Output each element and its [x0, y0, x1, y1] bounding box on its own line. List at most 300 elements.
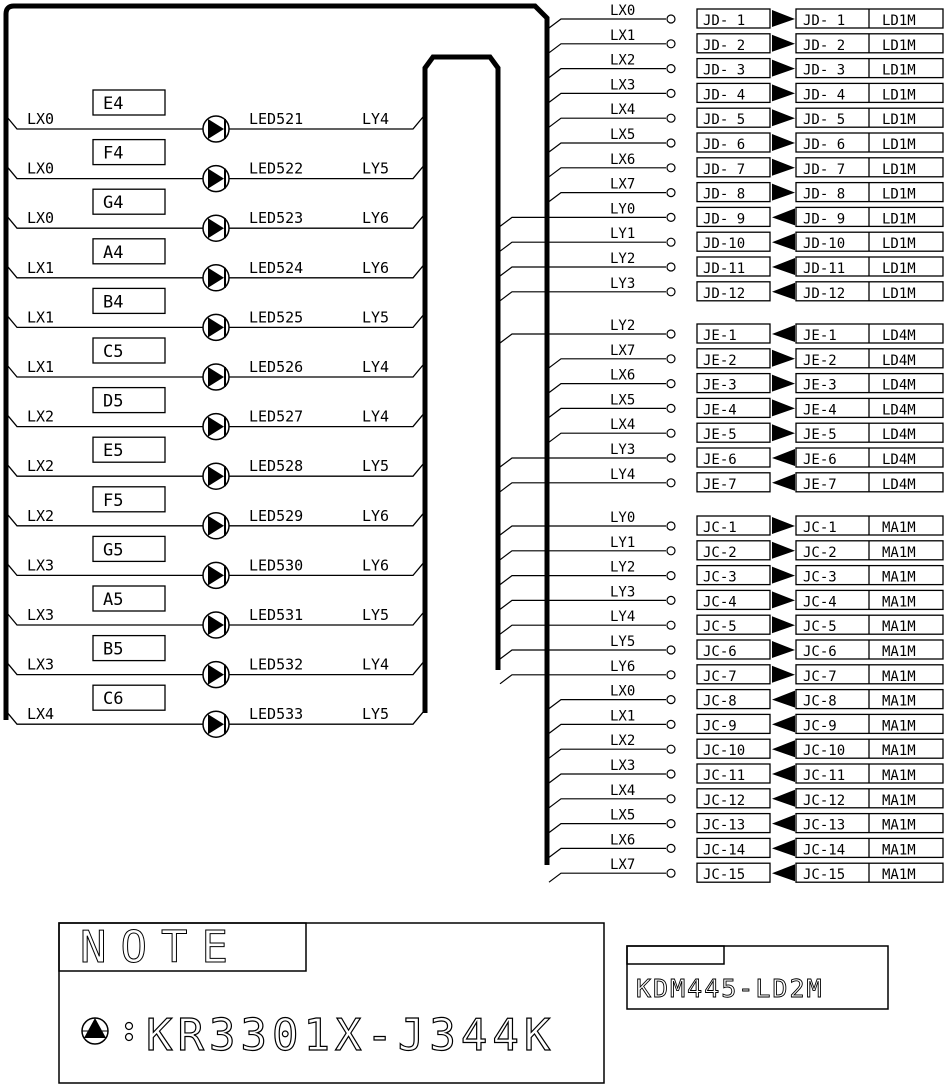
- connector-pin-row: [500, 226, 943, 252]
- row-output-label: LY5: [362, 159, 390, 178]
- signal-label: LX6: [610, 151, 636, 168]
- mate-pin-label: JC-12: [803, 792, 846, 809]
- part-label: MA1M: [882, 668, 916, 685]
- led-designator: LED533: [249, 705, 304, 724]
- arrow-left-icon: [772, 449, 795, 466]
- drawing-number: KDM445-LD2M: [636, 974, 824, 1003]
- connector-pin-row: [549, 177, 943, 203]
- mate-pin-label: JD-10: [803, 236, 846, 253]
- part-label: LD4M: [882, 427, 916, 444]
- part-label: LD1M: [882, 236, 916, 253]
- title-block: [627, 946, 888, 1009]
- pin-label: JD- 1: [703, 13, 746, 29]
- signal-label: LY2: [610, 318, 636, 334]
- mate-pin-label: JC-1: [803, 520, 837, 536]
- part-label: LD1M: [882, 62, 916, 79]
- connector-wire: [549, 848, 666, 857]
- terminal-icon: [667, 547, 675, 555]
- pin-label: JC-10: [703, 743, 746, 760]
- part-label: MA1M: [882, 743, 916, 760]
- signal-label: LX3: [610, 77, 636, 94]
- connector-wire: [500, 267, 666, 276]
- title-block-tab: [627, 946, 724, 964]
- mate-pin-label: JD-11: [803, 261, 846, 277]
- arrow-left-icon: [772, 765, 795, 782]
- row-input-label: LX0: [27, 110, 55, 128]
- signal-label: LX2: [610, 733, 636, 750]
- arrow-left-icon: [772, 283, 795, 300]
- arrow-right-icon: [772, 184, 795, 201]
- pin-label: JD- 8: [703, 186, 746, 203]
- part-label: LD4M: [882, 452, 916, 468]
- part-label: MA1M: [882, 693, 916, 710]
- arrow-right-icon: [772, 60, 795, 77]
- terminal-icon: [667, 522, 675, 530]
- led-row: [7, 388, 423, 440]
- note-name: A5: [103, 590, 124, 610]
- signal-label: LX4: [610, 417, 636, 434]
- signal-label: LX6: [610, 832, 636, 849]
- note-name: B4: [103, 292, 124, 313]
- mate-pin-label: JD-12: [803, 285, 846, 302]
- led-row: [7, 636, 423, 688]
- signal-label: LX0: [610, 683, 636, 700]
- led-designator: LED525: [249, 308, 304, 327]
- signal-label: LX4: [610, 782, 636, 799]
- pin-label: JC-11: [703, 768, 746, 784]
- part-label: LD4M: [882, 352, 916, 369]
- part-label: LD1M: [882, 137, 916, 153]
- terminal-icon: [667, 263, 675, 271]
- row-input-label: LX2: [27, 457, 55, 476]
- connector-wire: [549, 168, 666, 177]
- connector-wire: [549, 143, 666, 152]
- led-designator: LED523: [249, 209, 304, 228]
- row-output-label: LY6: [362, 209, 390, 228]
- part-label: MA1M: [882, 569, 916, 586]
- pin-label: JC-6: [703, 644, 737, 660]
- row-input-label: LX3: [27, 556, 55, 575]
- connector-pin-row: [549, 53, 943, 79]
- connector-wire: [500, 576, 666, 585]
- connector-wire: [549, 824, 666, 833]
- pin-label: JC-8: [703, 693, 737, 710]
- terminal-icon: [667, 479, 675, 487]
- signal-label: LY6: [610, 658, 636, 675]
- arrow-right-icon: [772, 641, 795, 658]
- signal-label: LX4: [610, 102, 636, 119]
- connector-pin-row: [500, 318, 943, 344]
- row-input-label: LX1: [27, 308, 55, 327]
- part-label: MA1M: [882, 792, 916, 809]
- led-designator: LED528: [249, 457, 304, 476]
- signal-label: LY0: [610, 201, 636, 218]
- terminal-icon: [667, 213, 675, 221]
- row-output-label: LY5: [362, 606, 390, 624]
- signal-label: LY1: [610, 226, 636, 243]
- row-input-label: LX1: [27, 358, 55, 376]
- row-input-label: LX2: [27, 407, 55, 426]
- led-row: [7, 239, 423, 291]
- led-designator: LED530: [249, 556, 304, 575]
- connector-blocks: [500, 3, 943, 883]
- led-icon: [208, 665, 224, 685]
- terminal-icon: [667, 40, 675, 48]
- pin-label: JD- 6: [703, 137, 746, 153]
- note-part-number: KR3301X-J344K: [146, 1010, 556, 1061]
- connector-wire: [500, 458, 666, 467]
- signal-label: LX0: [610, 3, 636, 19]
- connector-pin-row: [500, 276, 943, 302]
- terminal-icon: [667, 380, 675, 388]
- led-row: [7, 189, 423, 241]
- mate-pin-label: JE-2: [803, 352, 837, 369]
- terminal-icon: [667, 114, 675, 122]
- arrow-left-icon: [772, 258, 795, 275]
- mate-pin-label: JC-15: [803, 867, 846, 884]
- connector-wire: [549, 19, 666, 28]
- pin-label: JC-15: [703, 867, 746, 884]
- part-label: MA1M: [882, 619, 916, 636]
- connector-wire: [500, 217, 666, 226]
- terminal-icon: [667, 89, 675, 97]
- signal-label: LY2: [610, 559, 636, 576]
- row-input-label: LX4: [27, 705, 55, 724]
- connector-wire: [500, 526, 666, 535]
- note-title: NOTE: [80, 922, 242, 973]
- connector-wire: [549, 44, 666, 53]
- terminal-icon: [667, 596, 675, 604]
- connector-pin-row: [549, 28, 943, 54]
- terminal-icon: [667, 65, 675, 73]
- mate-pin-label: JE-4: [803, 402, 837, 419]
- mate-pin-label: JD- 5: [803, 112, 846, 129]
- terminal-icon: [667, 15, 675, 23]
- connector-pin-row: [549, 832, 943, 858]
- part-label: LD1M: [882, 87, 916, 104]
- arrow-left-icon: [772, 864, 795, 881]
- led-row: [7, 288, 423, 340]
- pin-label: JE-6: [703, 452, 737, 468]
- connector-wire: [549, 408, 666, 417]
- connector-wire: [549, 700, 666, 709]
- arrow-right-icon: [772, 517, 795, 534]
- pin-label: JD- 5: [703, 112, 746, 129]
- signal-label: LX7: [610, 342, 636, 359]
- row-output-label: LY5: [362, 308, 390, 327]
- arrow-right-icon: [772, 424, 795, 441]
- mate-pin-label: JC-4: [803, 594, 837, 611]
- part-label: MA1M: [882, 644, 916, 660]
- pin-label: JC-4: [703, 594, 737, 611]
- connector-pin-row: [500, 467, 943, 493]
- part-label: LD1M: [882, 112, 916, 129]
- connector-pin-row: [549, 857, 943, 883]
- arrow-left-icon: [772, 208, 795, 225]
- terminal-icon: [667, 429, 675, 437]
- terminal-icon: [667, 164, 675, 172]
- arrow-left-icon: [772, 839, 795, 856]
- terminal-icon: [667, 621, 675, 629]
- note-name: F5: [103, 490, 124, 511]
- connector-wire: [500, 600, 666, 609]
- arrow-right-icon: [772, 616, 795, 633]
- mate-pin-label: JC-5: [803, 619, 837, 636]
- pin-label: JC-5: [703, 619, 737, 636]
- terminal-icon: [667, 238, 675, 246]
- connector-wire: [549, 69, 666, 78]
- connector-wire: [549, 799, 666, 808]
- row-output-label: LY6: [362, 506, 390, 525]
- connector-wire: [500, 483, 666, 492]
- connector-pin-row: [549, 758, 943, 784]
- part-label: MA1M: [882, 768, 916, 784]
- connector-wire: [549, 724, 666, 733]
- note-name: E4: [103, 94, 124, 114]
- pin-label: JC-12: [703, 792, 746, 809]
- row-input-label: LX2: [27, 506, 55, 525]
- row-input-label: LX3: [27, 655, 55, 674]
- terminal-icon: [667, 795, 675, 803]
- dual-dot-icon: [126, 1023, 133, 1041]
- connector-pin-row: [500, 251, 943, 277]
- part-label: MA1M: [882, 544, 916, 561]
- part-label: LD1M: [882, 37, 916, 54]
- mate-pin-label: JC-11: [803, 768, 846, 784]
- led-icon: [208, 317, 224, 337]
- arrow-left-icon: [772, 715, 795, 732]
- terminal-icon: [667, 330, 675, 338]
- pin-label: JD- 3: [703, 62, 746, 79]
- pin-label: JE-5: [703, 427, 737, 444]
- connector-pin-row: [549, 392, 943, 418]
- connector-pin-row: [500, 634, 943, 660]
- terminal-icon: [667, 671, 675, 679]
- row-input-label: LX3: [27, 606, 55, 624]
- part-label: MA1M: [882, 867, 916, 884]
- mate-pin-label: JC-10: [803, 743, 846, 760]
- pin-label: JC-3: [703, 569, 737, 586]
- mate-pin-label: JD- 8: [803, 186, 846, 203]
- signal-label: LY3: [610, 275, 636, 292]
- connector-wire: [549, 118, 666, 127]
- signal-label: LY3: [610, 584, 636, 601]
- arrow-right-icon: [772, 35, 795, 52]
- pin-label: JD- 4: [703, 87, 746, 104]
- signal-label: LY4: [610, 609, 636, 626]
- led-designator: LED529: [249, 506, 304, 525]
- signal-label: LX5: [610, 127, 636, 143]
- note-name: C5: [103, 342, 124, 362]
- row-input-label: LX1: [27, 258, 55, 277]
- row-output-label: LY4: [362, 110, 390, 128]
- part-label: LD4M: [882, 402, 916, 419]
- row-output-label: LY6: [362, 556, 390, 575]
- connector-pin-row: [500, 659, 943, 685]
- connector-wire: [500, 650, 666, 659]
- signal-label: LX6: [610, 367, 636, 384]
- connector-pin-row: [549, 152, 943, 178]
- connector-wire: [549, 93, 666, 102]
- arrow-right-icon: [772, 567, 795, 584]
- arrow-left-icon: [772, 474, 795, 491]
- mate-pin-label: JD- 6: [803, 137, 846, 153]
- mate-pin-label: JD- 1: [803, 13, 846, 29]
- part-label: LD1M: [882, 161, 916, 178]
- pin-label: JD- 2: [703, 37, 746, 54]
- signal-label: LY3: [610, 442, 636, 458]
- terminal-icon: [667, 745, 675, 753]
- connector-pin-row: [549, 684, 943, 710]
- row-output-label: LY5: [362, 705, 390, 724]
- part-label: LD1M: [882, 211, 916, 228]
- polarity-triangle-icon: [82, 1018, 108, 1044]
- arrow-right-icon: [772, 399, 795, 416]
- part-label: LD1M: [882, 285, 916, 302]
- pin-label: JE-3: [703, 377, 737, 394]
- led-designator: LED532: [249, 655, 304, 674]
- led-row: [7, 90, 423, 142]
- arrow-right-icon: [772, 134, 795, 151]
- pin-label: JD- 9: [703, 211, 746, 228]
- terminal-icon: [667, 572, 675, 580]
- led-icon: [208, 367, 224, 387]
- pin-label: JE-4: [703, 402, 737, 419]
- mate-pin-label: JE-6: [803, 452, 837, 468]
- led-row: [7, 586, 423, 638]
- led-icon: [208, 516, 224, 536]
- note-box: [59, 922, 604, 1083]
- arrow-right-icon: [772, 10, 795, 27]
- arrow-left-icon: [772, 790, 795, 807]
- terminal-icon: [667, 770, 675, 778]
- connector-pin-row: [500, 201, 943, 227]
- mate-pin-label: JE-5: [803, 427, 837, 444]
- note-name: D5: [103, 391, 124, 412]
- connector-pin-row: [500, 510, 943, 536]
- mate-pin-label: JE-3: [803, 377, 837, 394]
- terminal-icon: [667, 646, 675, 654]
- arrow-right-icon: [772, 542, 795, 559]
- led-icon: [208, 615, 224, 635]
- pin-label: JD- 7: [703, 161, 746, 178]
- part-label: LD4M: [882, 476, 916, 493]
- connector-wire: [549, 193, 666, 202]
- signal-label: LX1: [610, 27, 636, 44]
- note-name: G5: [103, 540, 124, 561]
- inner-bus: [425, 57, 498, 713]
- terminal-icon: [667, 696, 675, 704]
- mate-pin-label: JC-8: [803, 693, 837, 710]
- mate-pin-label: JE-7: [803, 476, 837, 493]
- connector-wire: [549, 384, 666, 393]
- part-label: LD1M: [882, 186, 916, 203]
- mate-pin-label: JC-7: [803, 668, 837, 685]
- connector-wire: [500, 334, 666, 343]
- led-icon: [208, 268, 224, 288]
- signal-label: LX5: [610, 392, 636, 409]
- arrow-right-icon: [772, 666, 795, 683]
- row-input-label: LX0: [27, 209, 55, 228]
- part-label: MA1M: [882, 718, 916, 735]
- signal-label: LY0: [610, 510, 636, 526]
- part-label: LD4M: [882, 328, 916, 344]
- note-name: A4: [103, 242, 124, 263]
- connector-pin-row: [500, 442, 943, 468]
- connector-pin-row: [549, 733, 943, 759]
- pin-label: JE-1: [703, 328, 737, 344]
- pin-label: JD-12: [703, 285, 746, 302]
- mate-pin-label: JE-1: [803, 328, 837, 344]
- led-designator: LED526: [249, 358, 304, 376]
- pin-label: JD-11: [703, 261, 746, 277]
- mate-pin-label: JC-13: [803, 817, 846, 834]
- connector-wire: [500, 292, 666, 301]
- led-icon: [208, 169, 224, 189]
- led-icon: [208, 565, 224, 585]
- led-icon: [208, 417, 224, 437]
- row-input-label: LX0: [27, 159, 55, 178]
- pin-label: JC-13: [703, 817, 746, 834]
- pin-label: JE-7: [703, 476, 737, 493]
- mate-pin-label: JC-2: [803, 544, 837, 561]
- connector-pin-row: [500, 584, 943, 610]
- arrow-left-icon: [772, 691, 795, 708]
- connector-wire: [549, 873, 666, 882]
- connector-pin-row: [549, 77, 943, 103]
- terminal-icon: [667, 454, 675, 462]
- connector-wire: [500, 675, 666, 684]
- arrow-right-icon: [772, 350, 795, 367]
- terminal-icon: [667, 189, 675, 197]
- mate-pin-label: JD- 3: [803, 62, 846, 79]
- led-designator: LED522: [249, 159, 304, 178]
- mate-pin-label: JC-14: [803, 842, 846, 859]
- connector-wire: [500, 551, 666, 560]
- led-icon: [208, 119, 224, 139]
- connector-pin-row: [500, 609, 943, 635]
- mate-pin-label: JD- 4: [803, 87, 846, 104]
- signal-label: LY1: [610, 534, 636, 551]
- mate-pin-label: JD- 9: [803, 211, 846, 228]
- connector-group-jd: [500, 3, 943, 302]
- outer-bus: [6, 6, 547, 865]
- connector-pin-row: [549, 3, 943, 29]
- terminal-icon: [667, 288, 675, 296]
- signal-label: LX7: [610, 857, 636, 874]
- terminal-icon: [667, 844, 675, 852]
- led-designator: LED531: [249, 606, 304, 624]
- mate-pin-label: JC-6: [803, 644, 837, 660]
- led-designator: LED524: [249, 258, 304, 277]
- row-output-label: LY4: [362, 407, 390, 426]
- mate-pin-label: JD- 2: [803, 37, 846, 54]
- signal-label: LX1: [610, 708, 636, 725]
- note-name: F4: [103, 143, 124, 164]
- row-output-label: LY4: [362, 358, 390, 376]
- mate-pin-label: JD- 7: [803, 161, 846, 178]
- led-row: [7, 338, 423, 390]
- arrow-right-icon: [772, 375, 795, 392]
- connector-group-je: [500, 318, 943, 493]
- part-label: LD4M: [882, 377, 916, 394]
- part-label: LD1M: [882, 13, 916, 29]
- connector-group-jc: [500, 510, 943, 883]
- led-row: [7, 140, 423, 192]
- signal-label: LX3: [610, 758, 636, 774]
- connector-pin-row: [500, 535, 943, 561]
- terminal-icon: [667, 404, 675, 412]
